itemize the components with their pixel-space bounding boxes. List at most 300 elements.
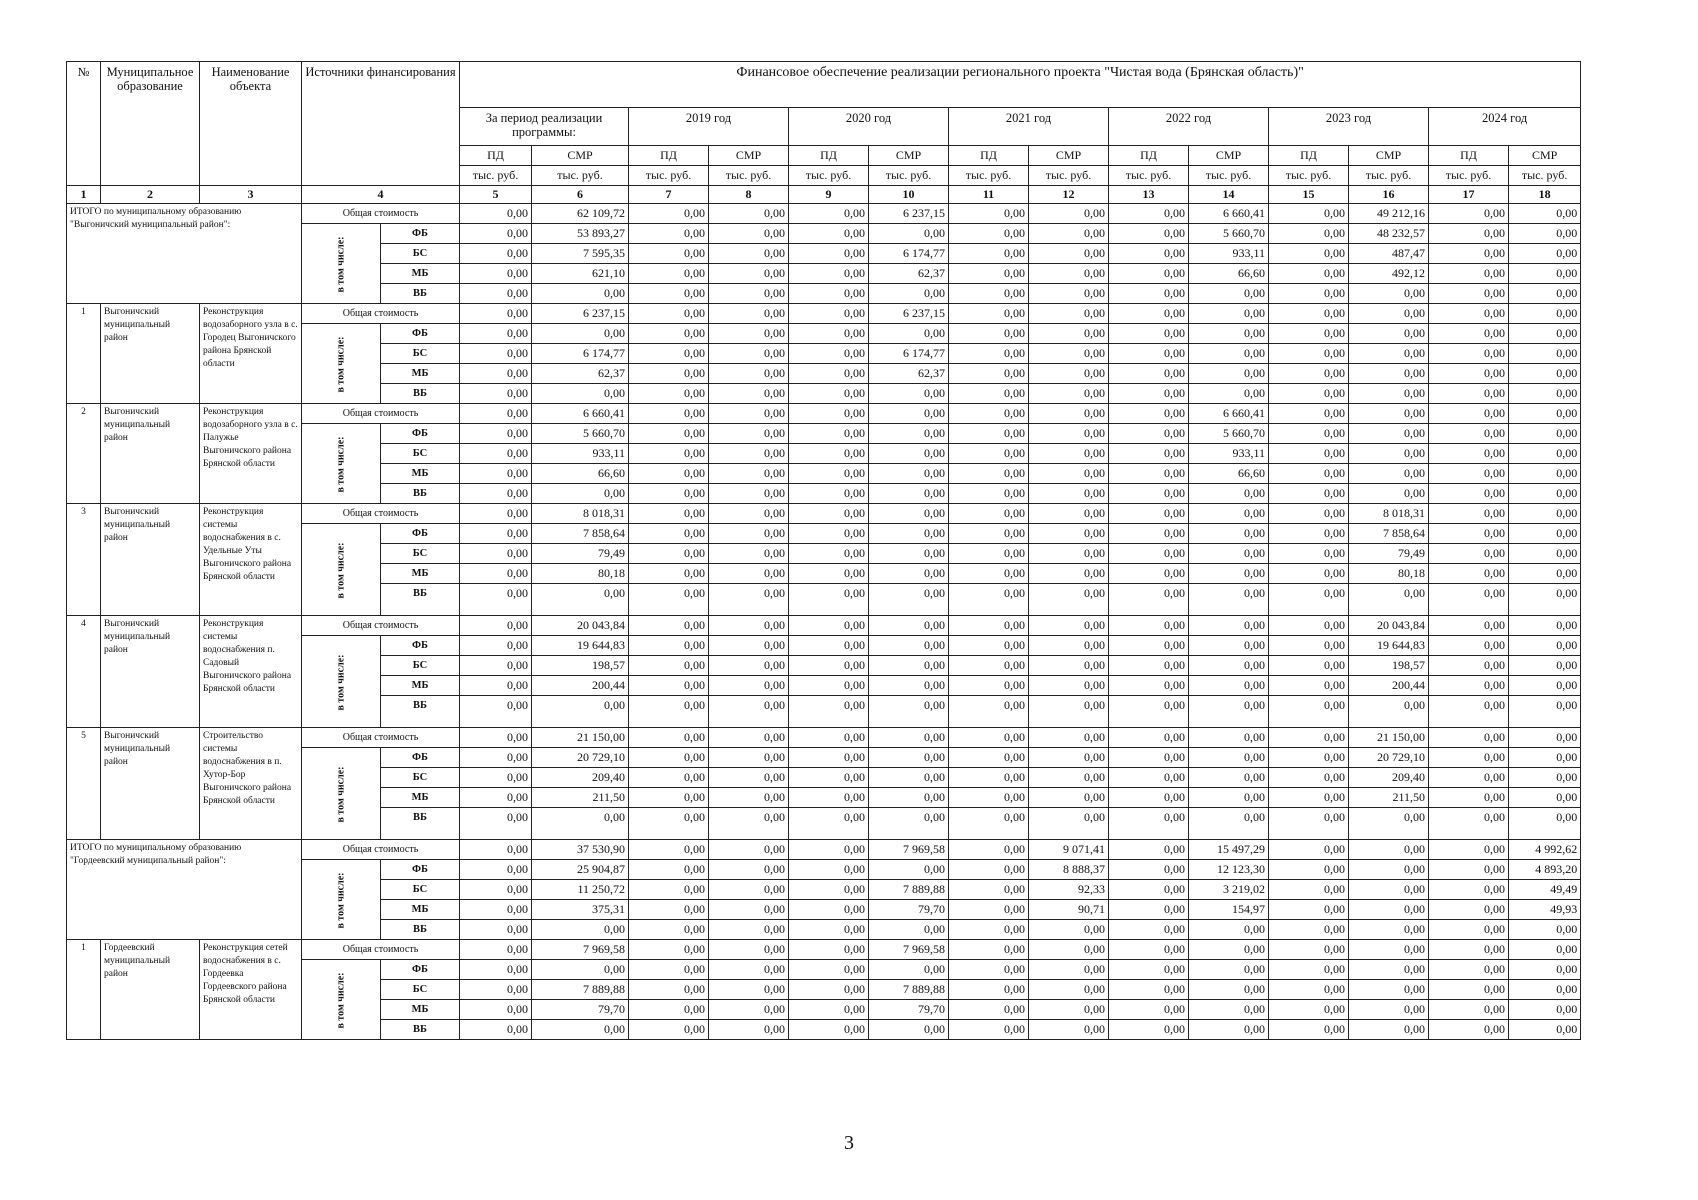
value-cell: 0,00 [949,584,1029,616]
value-cell: 8 018,31 [532,504,629,524]
value-cell: 487,47 [1349,244,1429,264]
value-cell: 0,00 [1429,464,1509,484]
value-cell: 20 729,10 [532,748,629,768]
value-cell: 0,00 [709,860,789,880]
value-cell: 0,00 [869,728,949,748]
item-number: 5 [67,728,101,840]
value-cell: 0,00 [789,728,869,748]
value-cell: 0,00 [1429,584,1509,616]
value-cell: 0,00 [629,204,709,224]
value-cell: 0,00 [1429,748,1509,768]
value-cell: 0,00 [1029,920,1109,940]
value-cell: 0,00 [869,788,949,808]
value-cell: 0,00 [629,636,709,656]
header-smr: СМР [1509,146,1581,166]
including-text: в том числе: [335,871,347,929]
value-cell: 0,00 [1029,304,1109,324]
value-cell: 0,00 [949,808,1029,840]
value-cell: 0,00 [629,860,709,880]
value-cell: 49,49 [1509,880,1581,900]
value-cell: 0,00 [460,676,532,696]
object-name: Реконструкция системы водоснабжения в с. Удельные Уты Выгоничского района Брянской области [200,504,302,616]
value-cell: 0,00 [1429,920,1509,940]
header-pd: ПД [1269,146,1349,166]
value-cell: 0,00 [709,504,789,524]
value-cell: 0,00 [789,444,869,464]
source-label: ВБ [381,808,460,840]
value-cell: 5 660,70 [532,424,629,444]
value-cell: 198,57 [1349,656,1429,676]
municipality-name: Выгоничский муниципальный район [101,616,200,728]
column-number: 7 [629,186,709,204]
value-cell: 0,00 [460,444,532,464]
column-number: 8 [709,186,789,204]
value-cell: 0,00 [1029,464,1109,484]
value-cell: 0,00 [709,404,789,424]
value-cell: 0,00 [460,980,532,1000]
value-cell: 0,00 [460,788,532,808]
value-cell: 0,00 [949,768,1029,788]
value-cell: 0,00 [1269,244,1349,264]
value-cell: 0,00 [709,1020,789,1040]
including-label [302,748,381,840]
value-cell: 0,00 [1349,940,1429,960]
value-cell: 0,00 [869,484,949,504]
value-cell: 3 219,02 [1189,880,1269,900]
value-cell: 0,00 [709,728,789,748]
object-name: Строительство системы водоснабжения в п. Хутор-Бор Выгоничского района Брянской области [200,728,302,840]
value-cell: 0,00 [460,1020,532,1040]
value-cell: 0,00 [460,940,532,960]
value-cell: 0,00 [1029,384,1109,404]
value-cell: 0,00 [1509,636,1581,656]
value-cell: 0,00 [629,284,709,304]
value-cell: 0,00 [949,788,1029,808]
value-cell: 0,00 [460,840,532,860]
value-cell: 0,00 [629,244,709,264]
value-cell: 0,00 [1509,656,1581,676]
value-cell: 0,00 [460,224,532,244]
value-cell: 0,00 [1189,1000,1269,1020]
value-cell: 0,00 [1109,464,1189,484]
value-cell: 0,00 [1189,920,1269,940]
source-label: ФБ [381,748,460,768]
value-cell: 0,00 [1029,544,1109,564]
value-cell: 0,00 [1109,960,1189,980]
value-cell: 0,00 [709,324,789,344]
column-number: 9 [789,186,869,204]
total-row [67,840,1581,860]
value-cell: 0,00 [709,464,789,484]
value-cell: 0,00 [1029,504,1109,524]
value-cell: 0,00 [532,1020,629,1040]
value-cell: 0,00 [1269,444,1349,464]
including-text: в том числе: [335,435,347,493]
value-cell: 0,00 [1269,880,1349,900]
value-cell: 0,00 [460,808,532,840]
source-label: ВБ [381,920,460,940]
value-cell: 0,00 [1189,980,1269,1000]
value-cell: 80,18 [532,564,629,584]
value-cell: 0,00 [1269,768,1349,788]
value-cell: 0,00 [532,324,629,344]
value-cell: 37 530,90 [532,840,629,860]
value-cell: 0,00 [1269,960,1349,980]
value-cell: 0,00 [709,424,789,444]
value-cell: 0,00 [709,676,789,696]
header-finance-title: Финансовое обеспечение реализации регионального проекта "Чистая вода (Брянская область)" [460,62,1581,108]
column-number: 17 [1429,186,1509,204]
value-cell: 62,37 [532,364,629,384]
value-cell: 0,00 [1269,616,1349,636]
table-row [67,940,1581,960]
value-cell: 0,00 [709,304,789,324]
value-cell: 9 071,41 [1029,840,1109,860]
value-cell: 0,00 [1509,524,1581,544]
value-cell: 0,00 [629,656,709,676]
value-cell: 0,00 [1349,324,1429,344]
value-cell: 0,00 [709,768,789,788]
value-cell: 0,00 [1429,304,1509,324]
value-cell: 0,00 [1109,768,1189,788]
value-cell: 0,00 [789,244,869,264]
value-cell: 0,00 [1029,584,1109,616]
value-cell: 0,00 [869,656,949,676]
value-cell: 0,00 [869,860,949,880]
value-cell: 0,00 [460,696,532,728]
source-label: ВБ [381,584,460,616]
value-cell: 79,70 [869,900,949,920]
source-label: МБ [381,264,460,284]
value-cell: 0,00 [1029,564,1109,584]
header-unit: тыс. руб. [1429,166,1509,186]
value-cell: 0,00 [1349,696,1429,728]
value-cell: 0,00 [1429,768,1509,788]
value-cell: 0,00 [1189,696,1269,728]
header-unit: тыс. руб. [1269,166,1349,186]
table-row [67,504,1581,524]
value-cell: 0,00 [869,404,949,424]
value-cell: 0,00 [709,616,789,636]
value-cell: 5 660,70 [1189,224,1269,244]
value-cell: 5 660,70 [1189,424,1269,444]
value-cell: 0,00 [1109,544,1189,564]
value-cell: 0,00 [1189,1020,1269,1040]
value-cell: 0,00 [1109,616,1189,636]
value-cell: 0,00 [709,364,789,384]
column-number: 4 [302,186,460,204]
value-cell: 0,00 [1349,344,1429,364]
value-cell: 0,00 [1029,960,1109,980]
value-cell: 0,00 [629,728,709,748]
value-cell: 0,00 [1349,860,1429,880]
value-cell: 0,00 [1269,808,1349,840]
value-cell: 0,00 [709,696,789,728]
header-unit: тыс. руб. [709,166,789,186]
finance-table [66,61,1581,1040]
value-cell: 0,00 [869,808,949,840]
value-cell: 0,00 [709,524,789,544]
value-cell: 209,40 [1349,768,1429,788]
value-cell: 0,00 [1429,324,1509,344]
value-cell: 0,00 [1509,728,1581,748]
value-cell: 0,00 [789,768,869,788]
value-cell: 0,00 [1109,384,1189,404]
value-cell: 0,00 [789,404,869,424]
value-cell: 0,00 [709,748,789,768]
value-cell: 0,00 [1509,980,1581,1000]
value-cell: 53 893,27 [532,224,629,244]
value-cell: 0,00 [789,544,869,564]
value-cell: 0,00 [949,404,1029,424]
value-cell: 0,00 [1509,768,1581,788]
value-cell: 0,00 [789,384,869,404]
value-cell: 0,00 [629,880,709,900]
value-cell: 0,00 [949,424,1029,444]
header-unit: тыс. руб. [629,166,709,186]
source-label: МБ [381,564,460,584]
value-cell: 21 150,00 [532,728,629,748]
value-cell: 0,00 [709,344,789,364]
value-cell: 0,00 [1269,384,1349,404]
municipality-name: Выгоничский муниципальный район [101,728,200,840]
value-cell: 0,00 [1029,980,1109,1000]
value-cell: 0,00 [1429,224,1509,244]
value-cell: 0,00 [629,900,709,920]
value-cell: 0,00 [1029,324,1109,344]
value-cell: 0,00 [460,404,532,424]
value-cell: 0,00 [460,244,532,264]
value-cell: 0,00 [532,584,629,616]
value-cell: 0,00 [629,344,709,364]
value-cell: 0,00 [460,616,532,636]
value-cell: 0,00 [629,324,709,344]
value-cell: 0,00 [1269,860,1349,880]
value-cell: 0,00 [1509,584,1581,616]
value-cell: 6 237,15 [532,304,629,324]
header-municipality: Муниципальное образование [101,62,200,186]
value-cell: 0,00 [949,676,1029,696]
item-number: 2 [67,404,101,504]
value-cell: 0,00 [869,920,949,940]
value-cell: 0,00 [949,444,1029,464]
value-cell: 20 043,84 [532,616,629,636]
value-cell: 0,00 [1429,444,1509,464]
value-cell: 0,00 [629,920,709,940]
value-cell: 0,00 [629,404,709,424]
value-cell: 0,00 [1189,808,1269,840]
value-cell: 0,00 [1189,584,1269,616]
value-cell: 0,00 [1429,1000,1509,1020]
value-cell: 0,00 [1109,788,1189,808]
value-cell: 0,00 [1109,524,1189,544]
value-cell: 0,00 [460,1000,532,1020]
value-cell: 0,00 [1029,656,1109,676]
source-label: БС [381,768,460,788]
value-cell: 200,44 [1349,676,1429,696]
value-cell: 0,00 [949,564,1029,584]
value-cell: 0,00 [1189,748,1269,768]
header-unit: тыс. руб. [1189,166,1269,186]
table-row [67,728,1581,748]
value-cell: 0,00 [869,616,949,636]
value-cell: 66,60 [1189,464,1269,484]
value-cell: 0,00 [1189,544,1269,564]
value-cell: 0,00 [460,344,532,364]
value-cell: 621,10 [532,264,629,284]
value-cell: 0,00 [1429,544,1509,564]
header-pd: ПД [1109,146,1189,166]
value-cell: 0,00 [1429,788,1509,808]
source-label: ФБ [381,860,460,880]
value-cell: 0,00 [709,284,789,304]
value-cell: 0,00 [629,696,709,728]
value-cell: 0,00 [949,728,1029,748]
value-cell: 0,00 [1189,344,1269,364]
value-cell: 0,00 [1189,364,1269,384]
value-cell: 0,00 [949,244,1029,264]
value-cell: 0,00 [1509,264,1581,284]
value-cell: 0,00 [1269,204,1349,224]
value-cell: 0,00 [709,564,789,584]
value-cell: 0,00 [709,980,789,1000]
value-cell: 0,00 [1109,840,1189,860]
value-cell: 0,00 [1269,364,1349,384]
value-cell: 0,00 [949,696,1029,728]
value-cell: 0,00 [789,264,869,284]
total-label: ИТОГО по муниципальному образованию "Выгоничский муниципальный район": [67,204,302,304]
value-cell: 0,00 [789,304,869,324]
value-cell: 0,00 [460,304,532,324]
header-year: 2020 год [789,108,949,146]
including-label [302,224,381,304]
value-cell: 0,00 [1269,656,1349,676]
header-smr: СМР [709,146,789,166]
value-cell: 0,00 [1429,808,1509,840]
value-cell: 0,00 [709,1000,789,1020]
value-cell: 0,00 [1109,880,1189,900]
table-row [67,404,1581,424]
value-cell: 0,00 [1509,960,1581,980]
value-cell: 0,00 [1269,564,1349,584]
value-cell: 0,00 [709,920,789,940]
value-cell: 0,00 [789,424,869,444]
value-cell: 92,33 [1029,880,1109,900]
value-cell: 0,00 [1029,284,1109,304]
value-cell: 0,00 [869,960,949,980]
value-cell: 0,00 [532,808,629,840]
value-cell: 0,00 [1269,304,1349,324]
value-cell: 0,00 [949,880,1029,900]
value-cell: 0,00 [949,464,1029,484]
value-cell: 0,00 [949,204,1029,224]
value-cell: 0,00 [1109,728,1189,748]
value-cell: 0,00 [629,768,709,788]
value-cell: 0,00 [460,324,532,344]
value-cell: 0,00 [709,264,789,284]
source-label: ФБ [381,636,460,656]
value-cell: 0,00 [1349,1000,1429,1020]
value-cell: 0,00 [1269,264,1349,284]
column-number: 15 [1269,186,1349,204]
item-number: 3 [67,504,101,616]
value-cell: 0,00 [1109,920,1189,940]
value-cell: 0,00 [1269,284,1349,304]
total-label: ИТОГО по муниципальному образованию "Гордеевский муниципальный район": [67,840,302,940]
value-cell: 0,00 [460,364,532,384]
value-cell: 0,00 [1429,900,1509,920]
value-cell: 0,00 [1109,808,1189,840]
header-year: 2024 год [1429,108,1581,146]
value-cell: 0,00 [789,616,869,636]
total-cost-label: Общая стоимость [302,404,460,424]
value-cell: 0,00 [1429,284,1509,304]
value-cell: 0,00 [789,284,869,304]
value-cell: 0,00 [1269,728,1349,748]
value-cell: 0,00 [1109,564,1189,584]
value-cell: 0,00 [1509,284,1581,304]
value-cell: 6 660,41 [1189,204,1269,224]
value-cell: 0,00 [789,584,869,616]
total-cost-label: Общая стоимость [302,840,460,860]
value-cell: 0,00 [789,484,869,504]
value-cell: 0,00 [629,264,709,284]
municipality-name: Выгоничский муниципальный район [101,404,200,504]
source-label: ВБ [381,284,460,304]
value-cell: 0,00 [1509,696,1581,728]
value-cell: 0,00 [789,940,869,960]
value-cell: 0,00 [1429,880,1509,900]
value-cell: 0,00 [1189,656,1269,676]
value-cell: 0,00 [1429,504,1509,524]
value-cell: 0,00 [949,960,1029,980]
value-cell: 0,00 [1349,404,1429,424]
total-cost-label: Общая стоимость [302,616,460,636]
value-cell: 0,00 [1109,940,1189,960]
value-cell: 0,00 [789,1000,869,1020]
value-cell: 0,00 [1029,484,1109,504]
value-cell: 0,00 [949,900,1029,920]
value-cell: 15 497,29 [1189,840,1269,860]
value-cell: 0,00 [1349,1020,1429,1040]
source-label: БС [381,244,460,264]
header-smr: СМР [1029,146,1109,166]
column-number: 10 [869,186,949,204]
source-label: МБ [381,900,460,920]
value-cell: 0,00 [869,748,949,768]
municipality-name: Выгоничский муниципальный район [101,304,200,404]
including-label [302,960,381,1040]
value-cell: 0,00 [1429,344,1509,364]
value-cell: 80,18 [1349,564,1429,584]
value-cell: 7 595,35 [532,244,629,264]
value-cell: 11 250,72 [532,880,629,900]
value-cell: 0,00 [1109,584,1189,616]
page-number: 3 [844,1132,854,1154]
value-cell: 0,00 [1269,920,1349,940]
value-cell: 0,00 [1509,676,1581,696]
value-cell: 0,00 [1509,404,1581,424]
value-cell: 0,00 [460,960,532,980]
value-cell: 0,00 [1109,364,1189,384]
value-cell: 0,00 [532,284,629,304]
header-unit: тыс. руб. [460,166,532,186]
value-cell: 0,00 [629,960,709,980]
value-cell: 0,00 [709,384,789,404]
header-pd: ПД [460,146,532,166]
value-cell: 0,00 [949,344,1029,364]
value-cell: 0,00 [1509,920,1581,940]
